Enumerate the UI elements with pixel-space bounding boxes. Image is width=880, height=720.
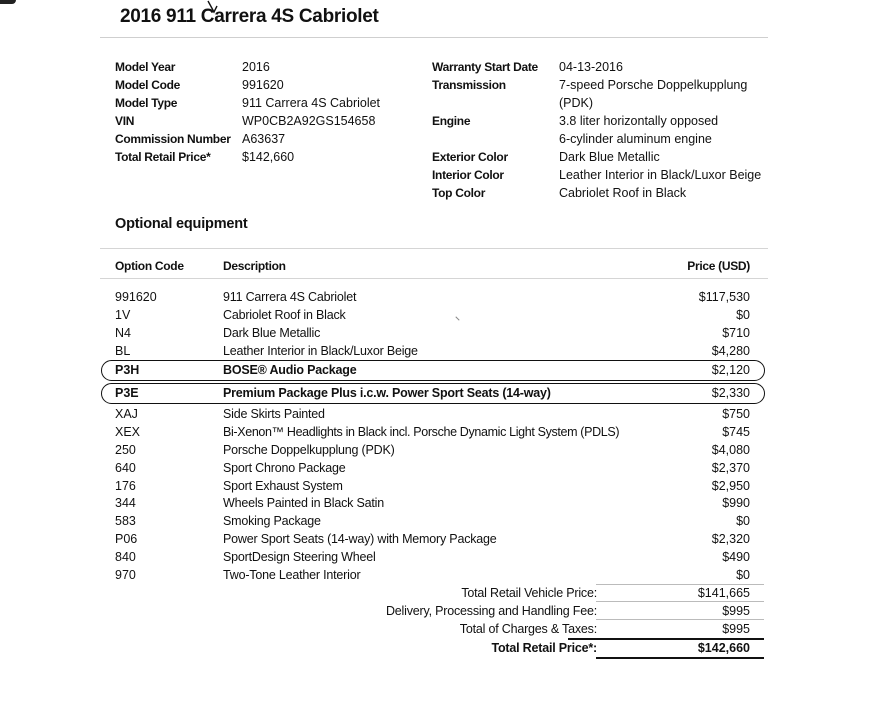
info-value: 2016 — [242, 60, 270, 74]
total-label: Total of Charges & Taxes: — [459, 622, 597, 636]
info-label: Warranty Start Date — [432, 60, 538, 74]
option-code: P3H — [115, 363, 140, 377]
total-label: Delivery, Processing and Handling Fee: — [385, 604, 597, 618]
document-title: 2016 911 Carrera 4S Cabriolet — [120, 6, 379, 27]
option-code: P3E — [115, 386, 139, 400]
option-price: $745 — [722, 425, 750, 439]
info-row-model-year — [115, 58, 175, 76]
info-label: VIN — [115, 114, 135, 128]
info-value: 04-13-2016 — [559, 60, 623, 74]
info-label: Transmission — [432, 78, 506, 92]
option-description: SportDesign Steering Wheel — [223, 550, 376, 564]
option-code: 991620 — [115, 290, 157, 304]
option-code: 250 — [115, 443, 136, 457]
option-code: N4 — [115, 326, 131, 340]
info-label: Engine — [432, 114, 471, 128]
table-row — [100, 288, 768, 306]
total-value: $995 — [722, 622, 750, 636]
option-code: 970 — [115, 568, 136, 582]
option-code: XAJ — [115, 407, 138, 421]
option-price: $0 — [736, 308, 750, 322]
table-row — [100, 566, 768, 584]
info-value: Dark Blue Metallic — [559, 150, 660, 164]
option-description: Premium Package Plus i.c.w. Power Sport Seats (14-way) — [223, 386, 551, 400]
option-price: $990 — [722, 496, 750, 510]
column-header-description: Description — [223, 259, 286, 273]
table-row — [100, 512, 768, 530]
table-row — [100, 324, 768, 342]
option-description: Sport Chrono Package — [223, 461, 346, 475]
optional-equipment-heading: Optional equipment — [115, 216, 248, 232]
option-price: $0 — [736, 568, 750, 582]
option-price: $2,320 — [711, 532, 750, 546]
option-code: 176 — [115, 479, 136, 493]
grand-total-label: Total Retail Price*: — [491, 641, 597, 655]
option-price: $2,950 — [711, 479, 750, 493]
option-description: Wheels Painted in Black Satin — [223, 496, 384, 510]
section-divider — [100, 248, 768, 249]
option-price: $0 — [736, 514, 750, 528]
column-header-code: Option Code — [115, 259, 184, 273]
total-value: $995 — [722, 604, 750, 618]
option-price: $2,120 — [711, 363, 750, 377]
info-value: 6-cylinder aluminum engine — [559, 132, 712, 146]
vin-value: WP0CB2A92GS154658 — [242, 114, 376, 128]
grand-total-value: $142,660 — [697, 641, 750, 655]
option-code: 1V — [115, 308, 131, 322]
info-value: 911 Carrera 4S Cabriolet — [242, 96, 381, 110]
option-price: $2,370 — [711, 461, 750, 475]
table-row — [100, 441, 768, 459]
option-description: Smoking Package — [223, 514, 321, 528]
table-row — [100, 306, 768, 324]
info-value: Cabriolet Roof in Black — [559, 186, 687, 200]
option-description: Porsche Doppelkupplung (PDK) — [223, 443, 395, 457]
option-description: Bi-Xenon™ Headlights in Black incl. Porsche Dynamic Light System (PDLS) — [223, 425, 620, 439]
option-price: $4,280 — [711, 344, 750, 358]
info-label: Interior Color — [432, 168, 504, 182]
info-label: Model Type — [115, 96, 178, 110]
option-code: 640 — [115, 461, 136, 475]
info-label: Exterior Color — [432, 150, 508, 164]
info-value: 3.8 liter horizontally opposed — [559, 114, 719, 128]
table-row-highlighted — [100, 384, 768, 402]
option-code: P06 — [115, 532, 138, 546]
info-label: Top Color — [432, 186, 486, 200]
table-row-highlighted — [100, 361, 768, 379]
option-description: Side Skirts Painted — [223, 407, 325, 421]
option-price: $4,080 — [711, 443, 750, 457]
total-label: Total Retail Vehicle Price: — [461, 586, 597, 600]
column-header-price: Price (USD) — [687, 259, 750, 273]
table-row — [100, 405, 768, 423]
option-code: BL — [115, 344, 131, 358]
option-description: Cabriolet Roof in Black — [223, 308, 346, 322]
option-code: 840 — [115, 550, 136, 564]
option-code: 344 — [115, 496, 136, 510]
option-description: Two-Tone Leather Interior — [223, 568, 361, 582]
table-row — [100, 548, 768, 566]
total-value: $141,665 — [697, 586, 750, 600]
grand-total-row — [0, 639, 880, 657]
pen-mark-icon — [205, 0, 227, 22]
option-price: $710 — [722, 326, 750, 340]
table-row — [100, 530, 768, 548]
option-price: $750 — [722, 407, 750, 421]
scan-corner-mark — [0, 0, 16, 4]
info-label: Model Code — [115, 78, 180, 92]
total-row — [0, 620, 880, 638]
info-label: Commission Number — [115, 132, 231, 146]
option-description: Sport Exhaust System — [223, 479, 343, 493]
total-row — [0, 584, 880, 602]
info-label: Total Retail Price* — [115, 150, 211, 164]
option-description: Leather Interior in Black/Luxor Beige — [223, 344, 418, 358]
table-row — [100, 342, 768, 360]
option-description: 911 Carrera 4S Cabriolet — [223, 290, 357, 304]
option-price: $2,330 — [711, 386, 750, 400]
info-value: $142,660 — [242, 150, 295, 164]
total-row — [0, 602, 880, 620]
info-value: Leather Interior in Black/Luxor Beige — [559, 168, 762, 182]
info-value: 991620 — [242, 78, 284, 92]
info-value: (PDK) — [559, 96, 594, 110]
info-value: 7-speed Porsche Doppelkupplung — [559, 78, 748, 92]
title-divider — [100, 37, 768, 38]
info-value: A63637 — [242, 132, 286, 146]
option-code: XEX — [115, 425, 141, 439]
table-row — [100, 494, 768, 512]
grand-total-underline — [596, 657, 764, 659]
option-code: 583 — [115, 514, 136, 528]
option-price: $117,530 — [698, 290, 750, 304]
table-row — [100, 477, 768, 495]
option-description: Dark Blue Metallic — [223, 326, 321, 340]
info-label: Model Year — [115, 60, 176, 74]
option-description: Power Sport Seats (14-way) with Memory Package — [223, 532, 497, 546]
option-description: BOSE® Audio Package — [223, 363, 357, 377]
option-price: $490 — [722, 550, 750, 564]
table-row — [100, 459, 768, 477]
header-divider — [100, 278, 768, 279]
table-row — [100, 423, 768, 441]
